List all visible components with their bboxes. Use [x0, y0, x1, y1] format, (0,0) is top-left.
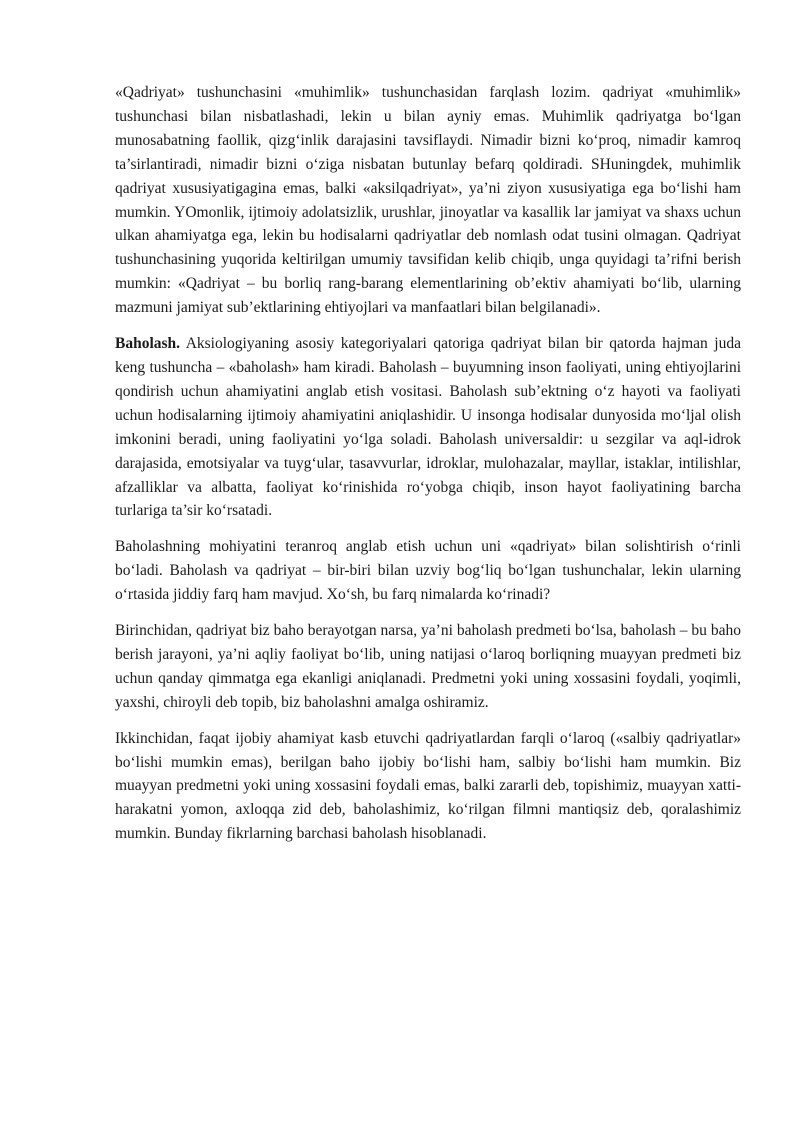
paragraph-baholash [115, 332, 741, 523]
paragraph-ikkinchidan [115, 727, 741, 847]
paragraph-text: Aksiologiyaning asosiy kategoriyalari qatoriga qadriyat bilan bir qatorda hajman juda keng tushuncha – «baholash» ham kiradi. Baholash – buyumning inson faoliyati, uning ehtiyojlarini qondirish uchun ahamiyatini anglab etish vositasi. Baholash sub’ektning o‘z hayoti va faoliyati uchun hodisalarning ijtimoiy ahamiyatini aniqlashidir. U insonga hodisalar dunyosida mo‘ljal olish imkonini beradi, uning faoliyatini yo‘lga soladi. Baholash universaldir: u sezgilar va aql-idrok darajasida, emotsiyalar va tuyg‘ular, tasavvurlar, idroklar, mulohazalar, mayllar, istaklar, intilishlar, afzalliklar va albatta, faoliyat ko‘rinishida ro‘yobga chiqib, inson hayot faoliyatining barcha turlariga ta’sir ko‘rsatadi. [115, 335, 741, 520]
section-heading-baholash: Baholash. [115, 335, 181, 353]
paragraph-baholash-mohiyati [115, 535, 741, 607]
paragraph-text: Ikkinchidan, faqat ijobiy ahamiyat kasb etuvchi qadriyatlardan farqli o‘laroq («salbiy qadriyatlar» bo‘lishi mumkin emas), berilgan baho ijobiy bo‘lishi ham, salbiy bo‘lishi ham mumkin. Biz muayyan predmetni yoki uning xossasini foydali emas, balki zararli deb, topishimiz, muayyan xatti-harakatni yomon, axloqqa zid deb, baholashimiz, ko‘rilgan filmni mantiqsiz deb, qoralashimiz mumkin. Bunday fikrlarning barchasi baholash hisoblanadi. [115, 729, 741, 843]
paragraph-birinchidan [115, 619, 741, 715]
document-page [115, 81, 741, 858]
paragraph-text: «Qadriyat» tushunchasini «muhimlik» tushunchasidan farqlash lozim. qadriyat «muhimlik» tushunchasi bilan nisbatlashadi, lekin u bilan ayniy emas. Muhimlik qadriyatga bo‘lgan munosabatning faollik, qizg‘inlik darajasini tavsiflaydi. Nimadir bizni ko‘proq, nimadir kamroq ta’sirlantiradi, nimadir bizni o‘ziga nisbatan butunlay befarq qoldiradi. SHuningdek, muhimlik qadriyat xususiyatigagina emas, balki «aksilqadriyat», ya’ni ziyon xususiyatiga ega bo‘lishi ham mumkin. YOmonlik, ijtimoiy adolatsizlik, urushlar, jinoyatlar va kasallik lar jamiyat va shaxs uchun ulkan ahamiyatga ega, lekin bu hodisalarni qadriyatlar deb nomlash odat tusini olmagan. Qadriyat tushunchasining yuqorida keltirilgan umumiy tavsifidan kelib chiqib, unga quyidagi ta’rifni berish mumkin: «Qadriyat – bu borliq rang-barang elementlarining ob’ektiv ahamiyati bo‘lib, ularning mazmuni jamiyat sub’ektlarining ehtiyojlari va manfaatlari bilan belgilanadi». [115, 84, 741, 317]
paragraph-text: Birinchidan, qadriyat biz baho berayotgan narsa, ya’ni baholash predmeti bo‘lsa, baholash – bu baho berish jarayoni, ya’ni aqliy faoliyat bo‘lib, uning natijasi o‘laroq borliqning muayyan predmeti biz uchun qanday qimmatga ega ekanligi aniqlanadi. Predmetni yoki uning xossasini foydali, yoqimli, yaxshi, chiroyli deb topib, biz baholashni amalga oshiramiz. [115, 622, 741, 711]
paragraph-text: Baholashning mohiyatini teranroq anglab etish uchun uni «qadriyat» bilan solishtirish o‘rinli bo‘ladi. Baholash va qadriyat – bir-biri bilan uzviy bog‘liq bo‘lgan tushunchalar, lekin ularning o‘rtasida jiddiy farq ham mavjud. Xo‘sh, bu farq nimalarda ko‘rinadi? [115, 538, 741, 604]
paragraph-qadriyat-muhimlik [115, 81, 741, 320]
